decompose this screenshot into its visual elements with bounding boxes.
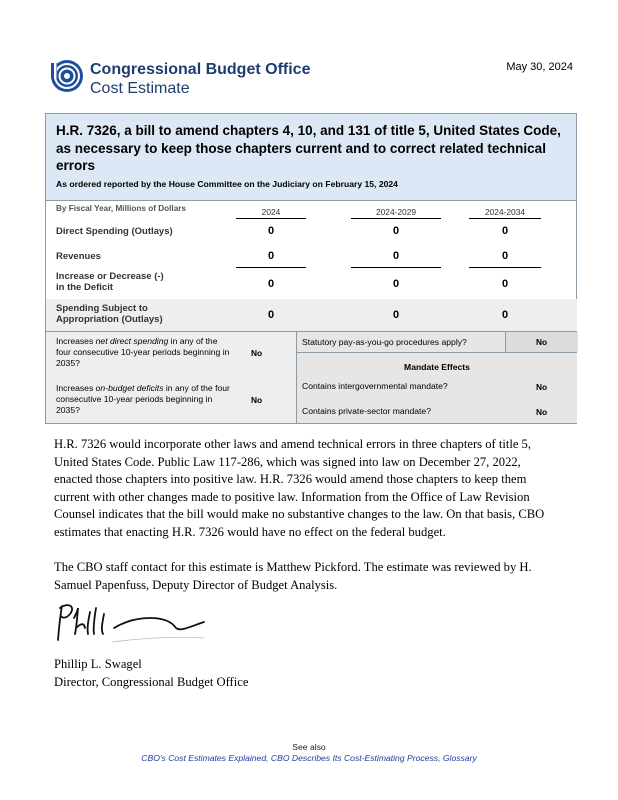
- column-header: 2024: [236, 207, 306, 219]
- on-budget-deficits-answer: No: [251, 395, 263, 405]
- on-budget-deficits-question: Increases on-budget deficits in any of the four consecutive 10-year periods beginning in 2035?: [56, 383, 230, 415]
- mandates-panel: [297, 331, 577, 423]
- private-mandate-question: Contains private-sector mandate?: [302, 406, 431, 416]
- signatory-title: Director, Congressional Budget Office: [54, 674, 249, 689]
- row-label: Increase or Decrease (-) in the Deficit: [56, 271, 164, 293]
- long-term-questions: [46, 331, 297, 423]
- table-value: 0: [267, 250, 275, 262]
- table-value: 0: [392, 278, 400, 290]
- table-value: 0: [267, 309, 275, 321]
- paygo-answer: No: [536, 337, 548, 347]
- bill-title: H.R. 7326, a bill to amend chapters 4, 10, and 131 of title 5, United States Code, as necessary to keep those chapters current and to correct related technical errors: [56, 123, 561, 173]
- private-mandate-answer: No: [536, 407, 548, 417]
- signatory: [54, 656, 248, 691]
- budget-table: [45, 200, 577, 424]
- table-value: 0: [392, 225, 400, 237]
- net-direct-spending-question: Increases net direct spending in any of the four consecutive 10-year periods beginning in 2035?: [56, 336, 230, 368]
- row-label: Spending Subject to Appropriation (Outlays): [56, 303, 163, 325]
- see-also-label: See also: [292, 742, 326, 752]
- sum-rule: [469, 267, 541, 268]
- paygo-question: Statutory pay-as-you-go procedures apply?: [302, 337, 467, 347]
- sum-rule: [236, 267, 306, 268]
- link-cost-estimates-explained[interactable]: CBO's Cost Estimates Explained: [141, 753, 267, 763]
- see-also-links: CBO's Cost Estimates Explained, CBO Describes Its Cost-Estimating Process, Glossary: [141, 753, 477, 763]
- cbo-logo: [50, 59, 84, 93]
- table-value: 0: [267, 225, 275, 237]
- title-box: [45, 113, 577, 201]
- staff-contact-paragraph: The CBO staff contact for this estimate is Matthew Pickford. The estimate was reviewed by H. Samuel Papenfuss, Deputy Director of Budget Analysis.: [54, 560, 532, 592]
- fiscal-year-label: By Fiscal Year, Millions of Dollars: [56, 204, 186, 213]
- sum-rule: [351, 267, 441, 268]
- table-value: 0: [501, 225, 509, 237]
- table-value: 0: [392, 250, 400, 262]
- signature-image: [54, 598, 214, 646]
- table-value: 0: [501, 278, 509, 290]
- intergov-mandate-question: Contains intergovernmental mandate?: [302, 381, 448, 391]
- ordered-reported: As ordered reported by the House Committee on the Judiciary on February 15, 2024: [56, 178, 398, 189]
- intergov-mandate-answer: No: [536, 382, 548, 392]
- table-value: 0: [501, 309, 509, 321]
- doc-type: Cost Estimate: [90, 80, 190, 97]
- summary-paragraph: H.R. 7326 would incorporate other laws and amend technical errors in three chapters of title 5, United States Code. Public Law 117-286, which was signed into law on December 27, 2022, enacted those chapters into positive law. H.R. 7326 would amend those chapters to keep them current with other changes made to positive law. Information from the Office of Law Revision Counsel indicates that the bill would make no substantive changes to the law. On that basis, CBO estimates that enacting H.R. 7326 would have no effect on the federal budget.: [54, 437, 545, 539]
- org-name: Congressional Budget Office: [90, 61, 311, 78]
- link-glossary[interactable]: Glossary: [442, 753, 477, 763]
- net-direct-spending-answer: No: [251, 348, 263, 358]
- column-header: 2024-2034: [469, 207, 541, 219]
- report-date: May 30, 2024: [506, 61, 573, 73]
- signatory-name: Phillip L. Swagel: [54, 657, 142, 671]
- row-label: Direct Spending (Outlays): [56, 226, 173, 237]
- table-value: 0: [501, 250, 509, 262]
- column-header: 2024-2029: [351, 207, 441, 219]
- table-value: 0: [267, 278, 275, 290]
- row-label: Revenues: [56, 251, 101, 262]
- divider: [297, 352, 577, 353]
- mandate-heading: Mandate Effects: [404, 362, 470, 372]
- link-cost-estimating-process[interactable]: CBO Describes Its Cost-Estimating Process: [270, 753, 439, 763]
- table-value: 0: [392, 309, 400, 321]
